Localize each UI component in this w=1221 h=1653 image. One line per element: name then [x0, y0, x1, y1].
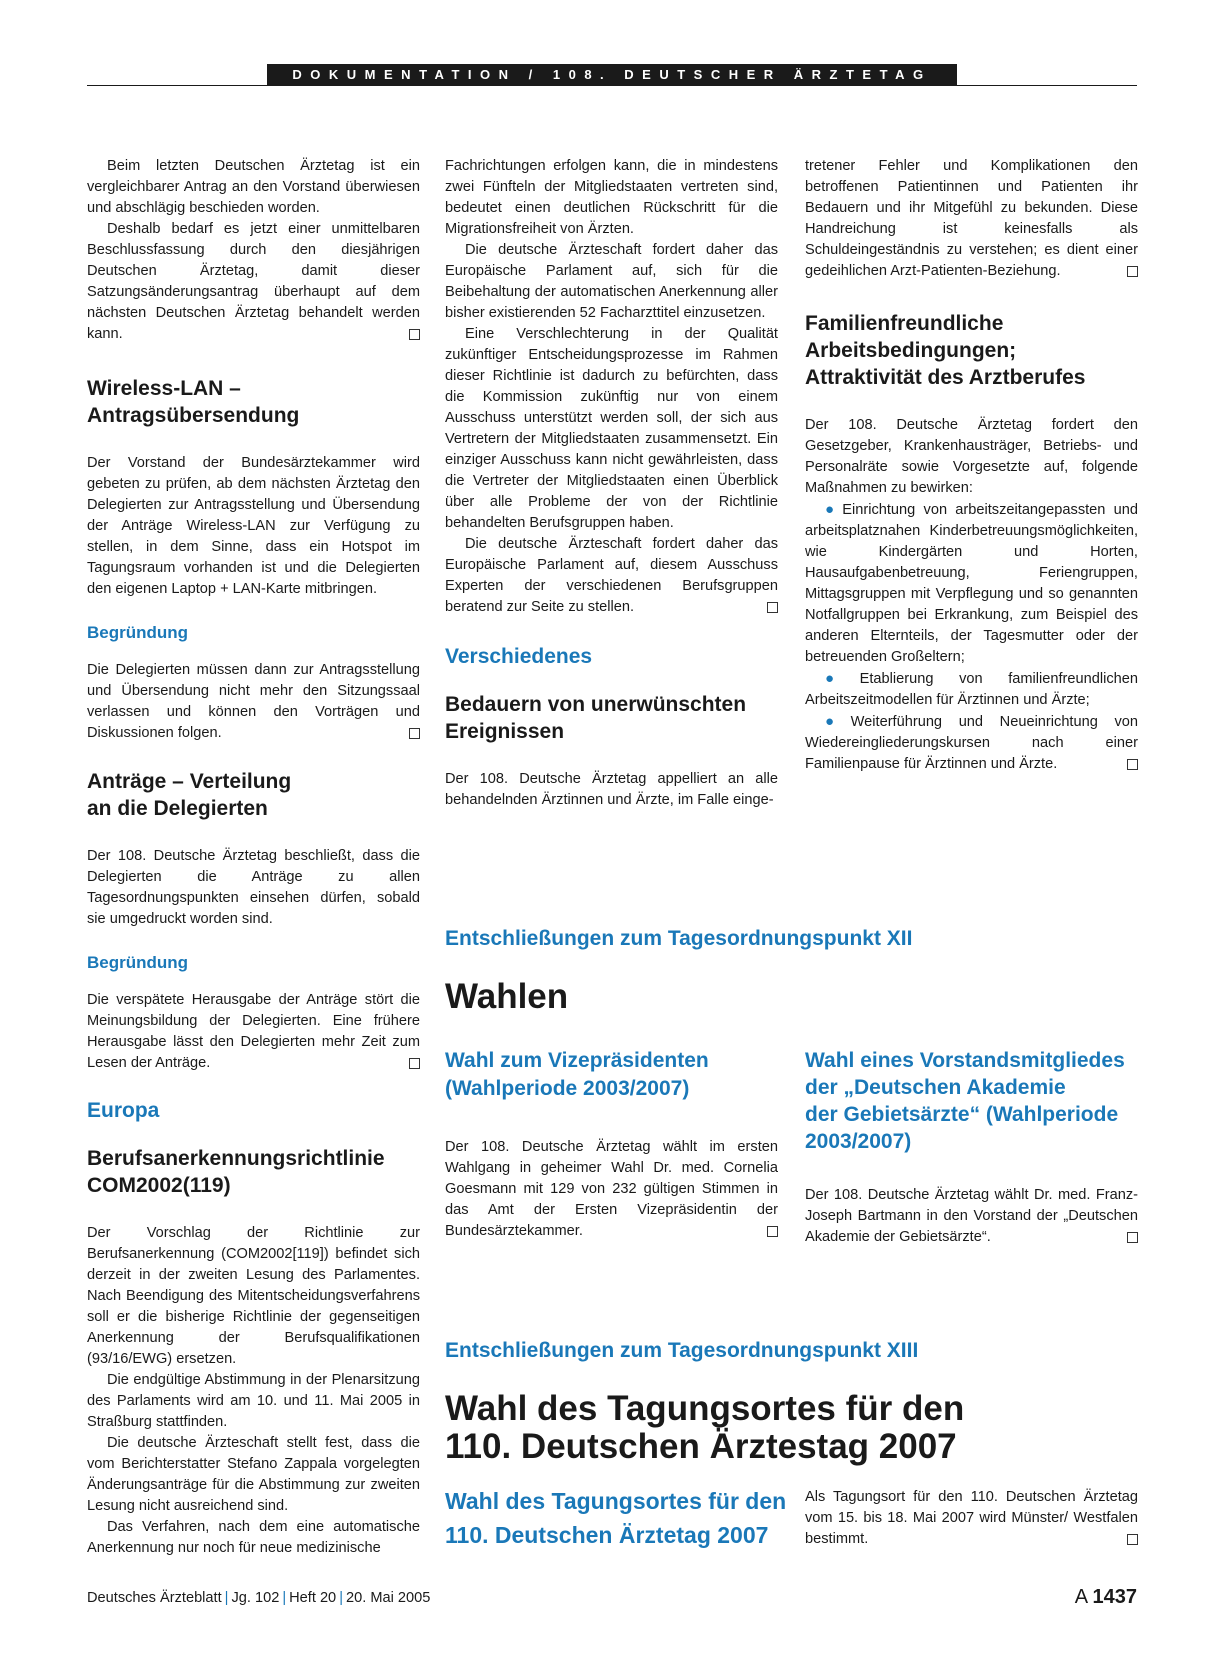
paragraph: Beim letzten Deutschen Ärztetag ist ein vergleichbarer Antrag an den Vorstand überwiesen und abschlägig beschieden worden.: [87, 158, 420, 216]
vize-block: [445, 1047, 778, 1242]
paragraph: Der 108. Deutsche Ärztetag beschließt, dass die Delegierten die Anträge zu allen Tagesordnungspunkten einsehen dürfen, sobald sie umgedruckt worden sind.: [87, 848, 420, 927]
subheading: Begründung: [87, 953, 189, 972]
paragraph: Die Delegierten müssen dann zur Antragsstellung und Übersendung nicht mehr den Sitzungssaal verlassen und können den Vorträgen und Diskussionen folgen.: [87, 662, 420, 741]
volume: Jg. 102: [231, 1590, 280, 1606]
paragraph: Eine Verschlechterung in der Qualität zukünftiger Entscheidungsprozesse im Rahmen dieser Richtlinie ist dadurch zu befürchten, dass die Kommission zukünftig nur von einem Ausschuss unterstützt werden soll, der sich aus Vertretern der Mitgliedstaaten zusammensetzt. Ein einziger Ausschuss kann nicht gewährleisten, dass die Vertreter der Mitgliedstaaten einen Überblick über alle Probleme der von der Richtlinie behandelten Berufsgruppen haben.: [445, 326, 778, 531]
end-mark-icon: [409, 1058, 420, 1069]
vize-title: Wahl zum Vizepräsidenten (Wahlperiode 2003/2007): [445, 1049, 709, 1100]
paragraph: Der 108. Deutsche Ärztetag wählt im ersten Wahlgang in geheimer Wahl Dr. med. Cornelia Goesmann mit 129 von 232 gültigen Stimmen in das Amt der Ersten Vizepräsidentin der Bundesärztekammer.: [445, 1139, 778, 1239]
end-mark-icon: [1127, 266, 1138, 277]
end-mark-icon: [1127, 759, 1138, 770]
paragraph: Die deutsche Ärzteschaft fordert daher das Europäische Parlament auf, sich für die Beibehaltung der automatischen Anerkennung aller bisher existierenden 52 Facharzttitel einzusetzen.: [445, 242, 778, 321]
section-title: Wireless-LAN – Antragsübersendung: [87, 377, 300, 427]
end-mark-icon: [767, 1226, 778, 1237]
section-title: Bedauern von unerwünschten Ereignissen: [445, 693, 747, 743]
end-mark-icon: [409, 728, 420, 739]
section-title: Berufsanerkennungsrichtlinie COM2002(119): [87, 1147, 385, 1197]
bullet-icon: ●: [825, 713, 847, 730]
paragraph: Deshalb bedarf es jetzt einer unmittelbaren Beschlussfassung durch den diesjährigen Deutschen Ärztetag, damit dieser Satzungsänderungsantrag überhaupt auf dem nächsten Deutschen Ärztetag behandelt werden kann.: [87, 221, 420, 342]
paragraph: Das Verfahren, nach dem eine automatische Anerkennung nur noch für neue medizinische: [87, 1519, 420, 1556]
list-item: ● Einrichtung von arbeitszeitangepassten und arbeitsplatznahen Kinderbetreuungsmöglichkeiten, wie Kindergärten und Horten, Hausaufgabenbetreuung, Feriengruppen, Mittagsgruppen mit Verpflegung und so genannten Notfallgruppen bei Erkrankung, zum Beispiel des anderen Elternteils, der Tagesmutter oder der betreuenden Großeltern;: [805, 501, 1138, 665]
paragraph: Der Vorstand der Bundesärztekammer wird gebeten zu prüfen, ab dem nächsten Ärztetag den Delegierten zur Antragsstellung und Übersendung der Anträge Wireless-LAN zur Verfügung zu stellen, in dem Sinne, dass ein Hotspot im Tagungsraum vorhanden ist und die Delegierten den eigenen Laptop + LAN-Karte mitbringen.: [87, 455, 420, 597]
column-1: [87, 156, 420, 1559]
paragraph: Die deutsche Ärzteschaft stellt fest, dass die vom Berichterstatter Stefano Zappala vorgelegten Änderungsanträge für die Abstimmung zur zweiten Lesung nicht ausreichend sind.: [87, 1435, 420, 1514]
category-heading: Verschiedenes: [445, 645, 593, 668]
list-item: ● Etablierung von familienfreundlichen Arbeitszeitmodellen für Ärztinnen und Ärzte;: [805, 670, 1138, 708]
paragraph: Die verspätete Herausgabe der Anträge stört die Meinungsbildung der Delegierten. Eine frühere Herausgabe lässt den Delegierten mehr Zeit zum Lesen der Anträge.: [87, 992, 420, 1071]
bullet-icon: ●: [825, 501, 839, 518]
paragraph: Der 108. Deutsche Ärztetag appelliert an alle behandelnden Ärztinnen und Ärzte, im Falle einge-: [445, 771, 778, 808]
xiii-heading: Entschließungen zum Tagesordnungspunkt XIII: [445, 1339, 919, 1362]
column-2: [445, 156, 778, 811]
end-mark-icon: [409, 329, 420, 340]
subheading: Begründung: [87, 623, 189, 642]
xii-title: Wahlen: [445, 977, 569, 1016]
section-title: Anträge – Verteilung an die Delegierten: [87, 770, 292, 820]
header-rule: [87, 85, 1137, 86]
xiii-title: Wahl des Tagungsortes für den 110. Deutschen Ärztestag 2007: [445, 1389, 965, 1466]
bullet-icon: ●: [825, 670, 856, 687]
paragraph: tretener Fehler und Komplikationen den betroffenen Patientinnen und Patienten ihr Bedauern und ihr Mitgefühl zu bekunden. Diese Handreichung ist keinesfalls als Schuldeingeständnis zu verstehen; es dient einer gedeihlichen Arzt-Patienten-Beziehung.: [805, 158, 1138, 279]
xiii-subtitle: Wahl des Tagungsortes für den 110. Deutschen Ärztetag 2007: [445, 1488, 787, 1548]
category-heading: Europa: [87, 1099, 160, 1122]
xiii-block: [805, 1487, 1138, 1550]
paragraph: Die deutsche Ärzteschaft fordert daher das Europäische Parlament auf, diesem Ausschuss Experten der verschiedenen Berufsgruppen beratend zur Seite zu stellen.: [445, 536, 778, 615]
footer-citation: Deutsches Ärzteblatt | Jg. 102 | Heft 20 | 20. Mai 2005: [87, 1590, 431, 1606]
header-title: DOKUMENTATION / 108. DEUTSCHER ÄRZTETAG: [267, 64, 957, 85]
page-number: A 1437: [1074, 1586, 1137, 1608]
list-item: ● Weiterführung und Neueinrichtung von Wiedereingliederungskursen nach einer Familienpause für Ärztinnen und Ärzte.: [805, 713, 1139, 772]
column-3: [805, 156, 1138, 775]
end-mark-icon: [767, 602, 778, 613]
vorstand-block: [805, 1047, 1138, 1248]
issue-date: 20. Mai 2005: [345, 1590, 431, 1606]
end-mark-icon: [1127, 1534, 1138, 1545]
paragraph: Als Tagungsort für den 110. Deutschen Ärztetag vom 15. bis 18. Mai 2007 wird Münster/ Westfalen bestimmt.: [805, 1489, 1138, 1547]
paragraph: Der 108. Deutsche Ärztetag fordert den Gesetzgeber, Krankenhausträger, Betriebs- und Personalräte sowie Vorgesetzte auf, folgende Maßnahmen zu bewirken:: [805, 417, 1138, 496]
paragraph: Fachrichtungen erfolgen kann, die in mindestens zwei Fünfteln der Mitgliedstaaten vertreten sind, bedeutet einen deutlichen Rückschritt für die Migrationsfreiheit von Ärzten.: [445, 158, 778, 237]
section-title: Familienfreundliche Arbeitsbedingungen; Attraktivität des Arztberufes: [805, 312, 1086, 389]
end-mark-icon: [1127, 1232, 1138, 1243]
xii-heading: Entschließungen zum Tagesordnungspunkt XII: [445, 927, 913, 950]
paragraph: Der Vorschlag der Richtlinie zur Berufsanerkennung (COM2002[119]) befindet sich derzeit in der zweiten Lesung des Parlamentes. Nach Beendigung des Mitentscheidungsverfahrens soll er die bisherige Richtlinie der gegenseitigen Anerkennung der Berufsqualifikationen (93/16/EWG) ersetzen.: [87, 1225, 420, 1367]
issue: Heft 20: [289, 1590, 337, 1606]
paragraph: Der 108. Deutsche Ärztetag wählt Dr. med. Franz-Joseph Bartmann in den Vorstand der „Deutschen Akademie der Gebietsärzte“.: [805, 1187, 1138, 1245]
vorstand-title: Wahl eines Vorstandsmitgliedes der „Deutschen Akademie der Gebietsärzte“ (Wahlperiode 2003/2007): [805, 1049, 1125, 1153]
journal-name: Deutsches Ärzteblatt: [87, 1590, 222, 1606]
paragraph: Die endgültige Abstimmung in der Plenarsitzung des Parlaments wird am 10. und 11. Mai 2005 in Straßburg stattfinden.: [87, 1372, 420, 1430]
